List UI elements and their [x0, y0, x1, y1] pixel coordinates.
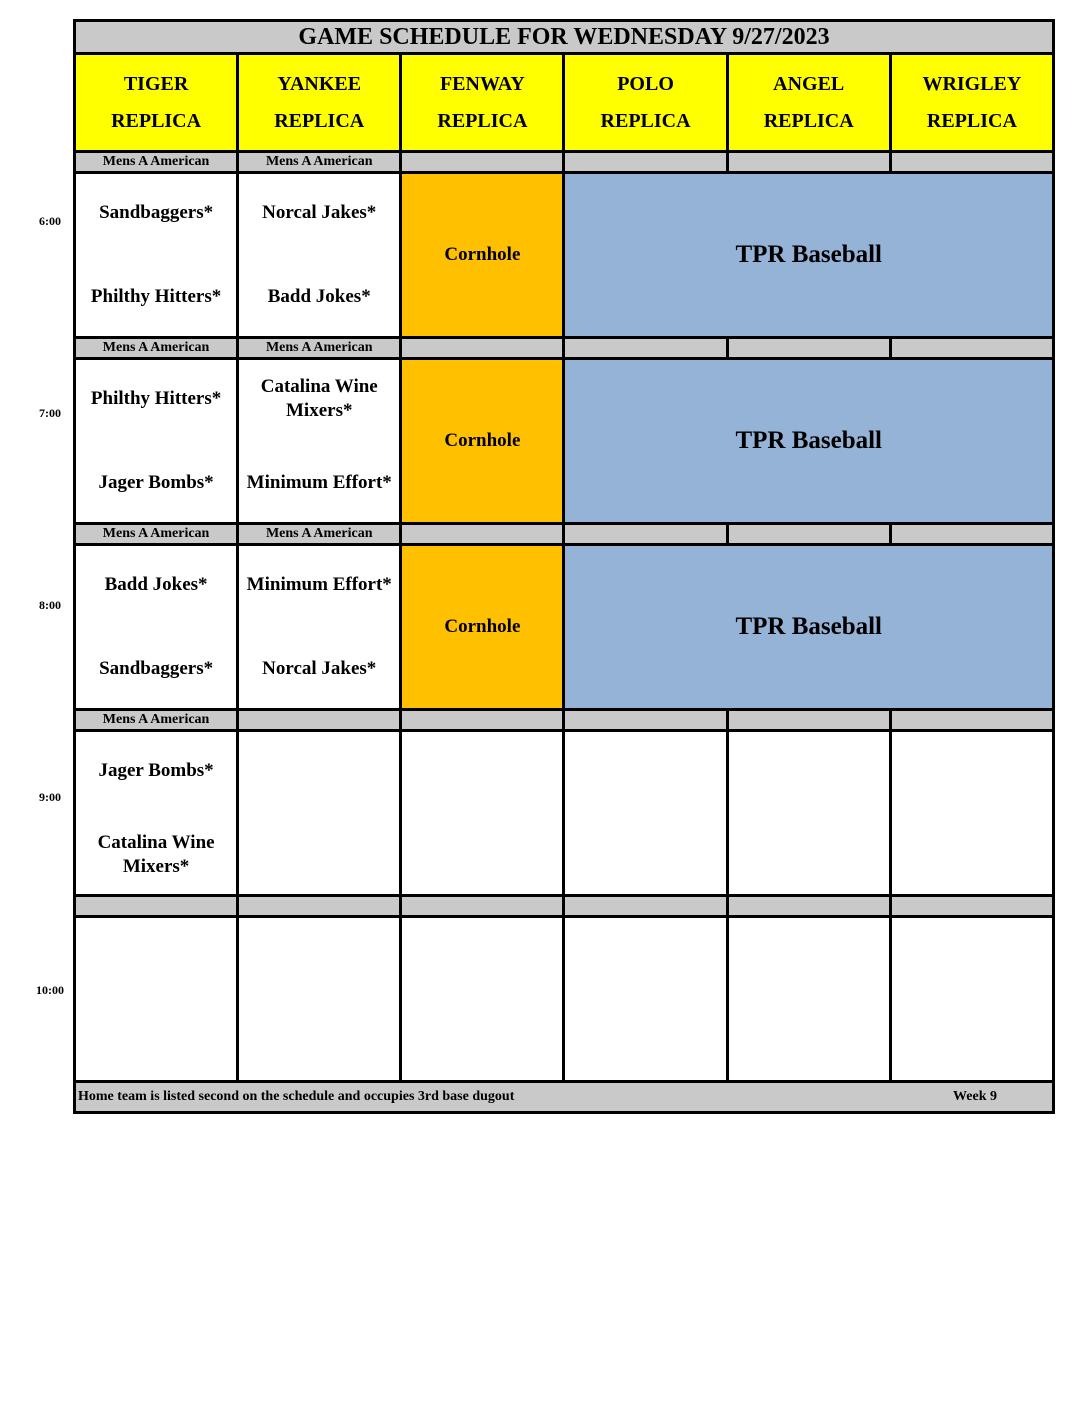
- division-label: [401, 710, 564, 731]
- division-label: Mens A American: [75, 710, 238, 731]
- division-label: [564, 896, 727, 917]
- empty-cell: [238, 731, 401, 896]
- field-header-wrigley: [890, 54, 1053, 152]
- division-label: [238, 896, 401, 917]
- division-label: [727, 524, 890, 545]
- field-name: FENWAY: [439, 72, 525, 95]
- field-name: POLO: [617, 72, 674, 95]
- field-name: ANGEL: [773, 72, 845, 95]
- division-label: [401, 152, 564, 173]
- home-team: Sandbaggers*: [99, 658, 214, 679]
- empty-cell: [727, 731, 890, 896]
- footer-bar: [75, 1082, 1054, 1113]
- division-label: Mens A American: [238, 338, 401, 359]
- division-label: [238, 710, 401, 731]
- empty-cell: [890, 731, 1053, 896]
- division-label: Mens A American: [75, 338, 238, 359]
- week-label: Week 9: [953, 1089, 997, 1104]
- empty-cell: [401, 917, 564, 1082]
- field-sub: REPLICA: [274, 109, 365, 132]
- empty-cell: [401, 731, 564, 896]
- division-label: [75, 896, 238, 917]
- game-cell-yankee: [238, 173, 401, 338]
- field-sub: REPLICA: [926, 109, 1017, 132]
- home-team: Norcal Jakes*: [262, 658, 377, 679]
- division-label: Mens A American: [238, 524, 401, 545]
- field-name: YANKEE: [277, 72, 362, 95]
- game-cell-tiger: [75, 545, 238, 710]
- division-label: [401, 338, 564, 359]
- time-label-9: 9:00: [39, 790, 61, 804]
- cornhole-block: Cornhole: [401, 359, 564, 524]
- field-sub: REPLICA: [600, 109, 691, 132]
- away-team: Minimum Effort*: [246, 574, 392, 595]
- field-sub: REPLICA: [763, 109, 854, 132]
- division-label: [727, 710, 890, 731]
- division-label: Mens A American: [75, 152, 238, 173]
- away-team: Philthy Hitters*: [90, 388, 222, 409]
- division-label: [401, 524, 564, 545]
- time-label-6: 6:00: [39, 214, 61, 228]
- division-label: [890, 338, 1053, 359]
- field-name: WRIGLEY: [922, 72, 1022, 95]
- field-header-polo: [564, 54, 727, 152]
- away-team: Badd Jokes*: [104, 574, 208, 595]
- division-label: [890, 896, 1053, 917]
- field-sub: REPLICA: [111, 109, 202, 132]
- home-team: Badd Jokes*: [267, 286, 371, 307]
- empty-cell: [564, 917, 727, 1082]
- division-label: [564, 152, 727, 173]
- page-title: GAME SCHEDULE FOR WEDNESDAY 9/27/2023: [75, 21, 1054, 54]
- division-label: [890, 152, 1053, 173]
- time-label-7: 7:00: [39, 406, 61, 420]
- home-team: Minimum Effort*: [246, 472, 392, 493]
- away-team: Catalina Wine Mixers*: [260, 376, 378, 421]
- time-label-10: 10:00: [36, 983, 64, 997]
- away-team: Jager Bombs*: [98, 760, 214, 781]
- empty-cell: [890, 917, 1053, 1082]
- tpr-baseball-block: TPR Baseball: [564, 173, 1054, 338]
- empty-cell: [727, 917, 890, 1082]
- game-cell-tiger: [75, 359, 238, 524]
- home-team: Catalina Wine Mixers*: [97, 832, 215, 877]
- division-label: [564, 338, 727, 359]
- away-team: Sandbaggers*: [99, 202, 214, 223]
- empty-cell: [564, 731, 727, 896]
- division-label: Mens A American: [75, 524, 238, 545]
- field-sub: REPLICA: [437, 109, 528, 132]
- division-label: [727, 896, 890, 917]
- field-header-fenway: [401, 54, 564, 152]
- empty-cell: [238, 917, 401, 1082]
- field-header-angel: [727, 54, 890, 152]
- field-name: TIGER: [123, 72, 189, 95]
- time-label-8: 8:00: [39, 598, 61, 612]
- division-label: [727, 152, 890, 173]
- away-team: Norcal Jakes*: [262, 202, 377, 223]
- field-header-yankee: [238, 54, 401, 152]
- game-cell-tiger: [75, 731, 238, 896]
- footer-note: Home team is listed second on the schedule and occupies 3rd base dugout: [78, 1089, 515, 1104]
- game-cell-yankee: [238, 359, 401, 524]
- home-team: Philthy Hitters*: [90, 286, 222, 307]
- division-label: [890, 524, 1053, 545]
- field-header-tiger: [75, 54, 238, 152]
- tpr-baseball-block: TPR Baseball: [564, 545, 1054, 710]
- game-cell-tiger: [75, 173, 238, 338]
- cornhole-block: Cornhole: [401, 545, 564, 710]
- division-label: [401, 896, 564, 917]
- tpr-baseball-block: TPR Baseball: [564, 359, 1054, 524]
- game-cell-yankee: [238, 545, 401, 710]
- division-label: [890, 710, 1053, 731]
- division-label: [727, 338, 890, 359]
- schedule-table: [73, 19, 1055, 1114]
- home-team: Jager Bombs*: [98, 472, 214, 493]
- division-label: Mens A American: [238, 152, 401, 173]
- division-label: [564, 524, 727, 545]
- empty-cell: [75, 917, 238, 1082]
- cornhole-block: Cornhole: [401, 173, 564, 338]
- division-label: [564, 710, 727, 731]
